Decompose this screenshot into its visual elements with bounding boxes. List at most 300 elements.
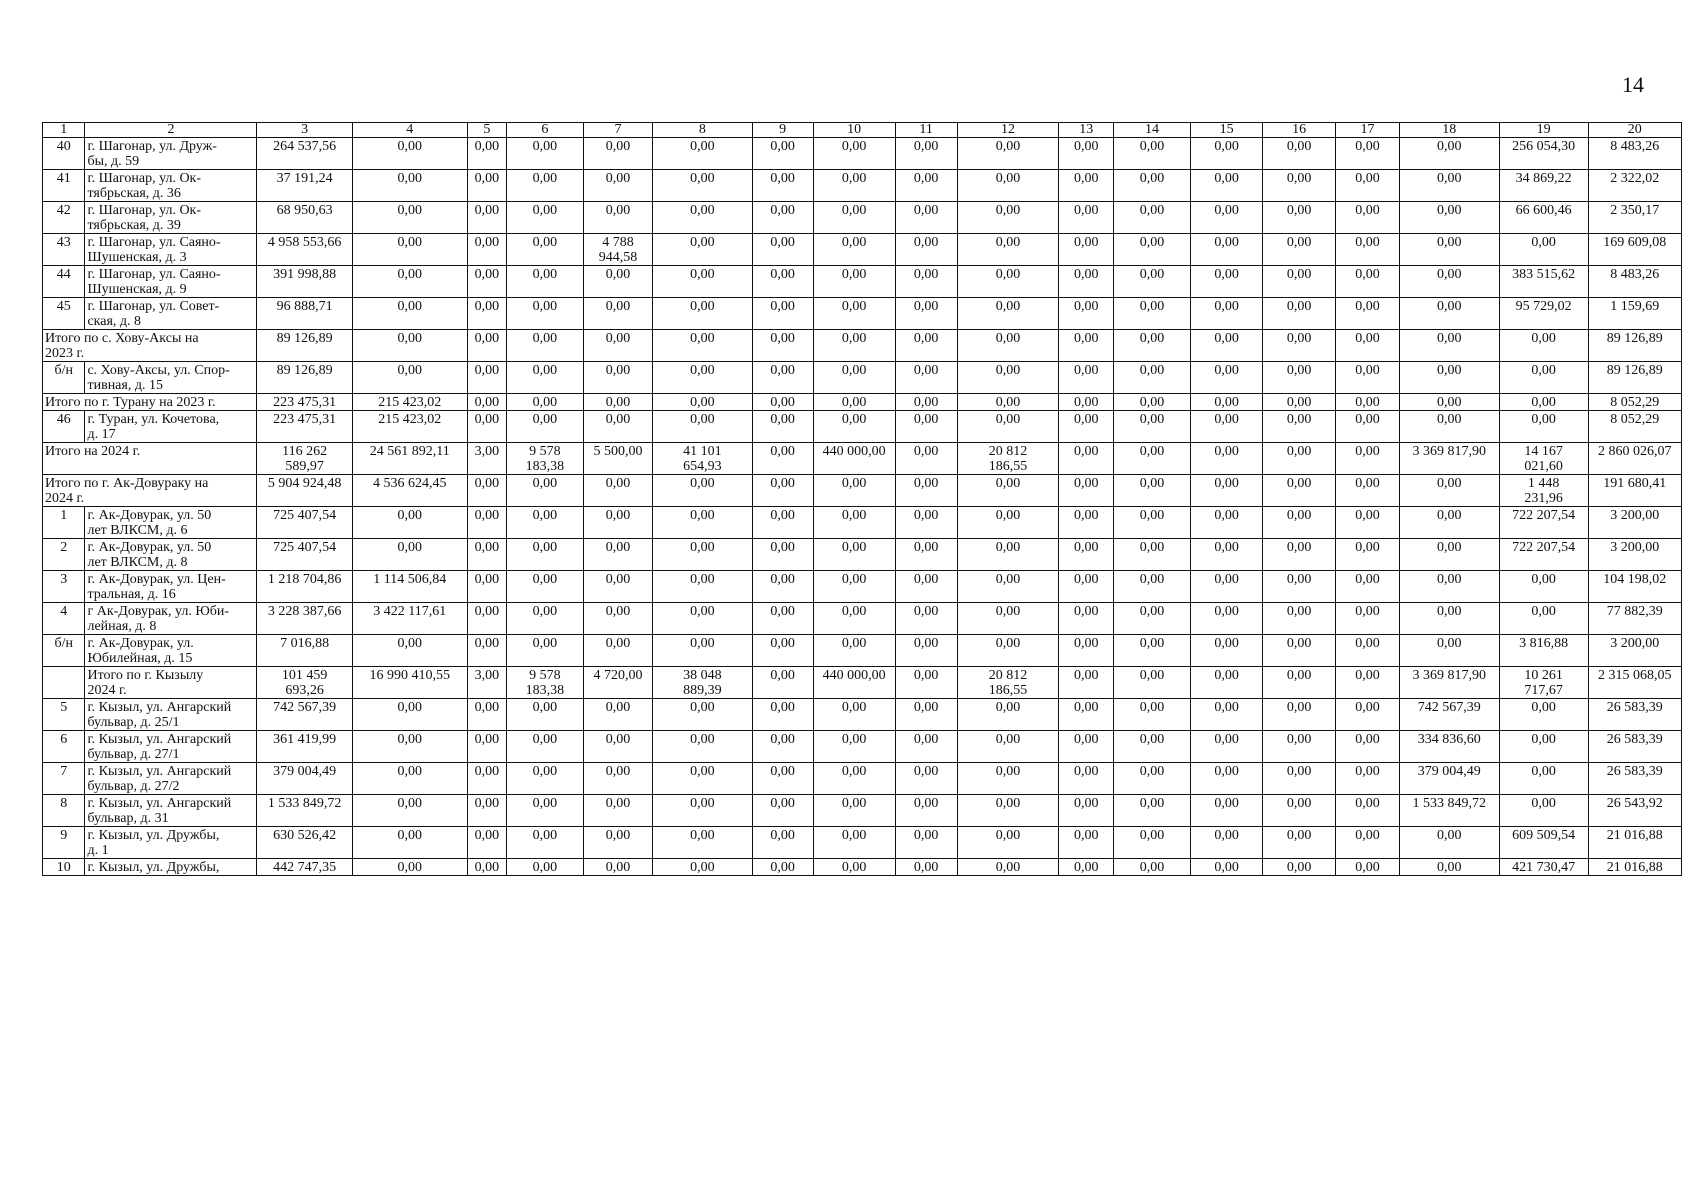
value-cell: 0,00 <box>1400 539 1499 571</box>
value-cell: 0,00 <box>467 539 506 571</box>
value-cell: 2 315 068,05 <box>1588 667 1681 699</box>
value-cell: 0,00 <box>1114 859 1191 876</box>
value-cell: 0,00 <box>1335 827 1399 859</box>
value-cell: 2 860 026,07 <box>1588 443 1681 475</box>
value-cell: 0,00 <box>752 266 813 298</box>
value-cell: 0,00 <box>352 266 467 298</box>
value-cell: 0,00 <box>1400 298 1499 330</box>
value-cell: 101 459 693,26 <box>257 667 352 699</box>
value-cell: 26 583,39 <box>1588 763 1681 795</box>
value-cell: 0,00 <box>895 539 957 571</box>
value-cell: 0,00 <box>1400 411 1499 443</box>
value-cell: 0,00 <box>1059 699 1114 731</box>
value-cell: 0,00 <box>1400 330 1499 362</box>
value-cell: 0,00 <box>895 443 957 475</box>
value-cell: 0,00 <box>895 827 957 859</box>
value-cell: 725 407,54 <box>257 507 352 539</box>
value-cell: 0,00 <box>467 699 506 731</box>
value-cell: 0,00 <box>583 699 652 731</box>
address-cell: г. Шагонар, ул. Совет- ская, д. 8 <box>85 298 257 330</box>
value-cell: 0,00 <box>895 571 957 603</box>
value-cell: 0,00 <box>1059 234 1114 266</box>
value-cell: 0,00 <box>813 138 895 170</box>
table-row <box>43 362 1682 394</box>
value-cell: 0,00 <box>1114 635 1191 667</box>
value-cell: 0,00 <box>1190 298 1263 330</box>
value-cell: 0,00 <box>653 411 752 443</box>
value-cell: 0,00 <box>1400 859 1499 876</box>
value-cell: 0,00 <box>1190 635 1263 667</box>
value-cell: 0,00 <box>752 330 813 362</box>
value-cell: 0,00 <box>1335 394 1399 411</box>
value-cell: 2 322,02 <box>1588 170 1681 202</box>
value-cell: 0,00 <box>895 795 957 827</box>
value-cell: 0,00 <box>1263 763 1336 795</box>
value-cell: 0,00 <box>1114 394 1191 411</box>
value-cell: 722 207,54 <box>1499 507 1588 539</box>
value-cell: 0,00 <box>1400 603 1499 635</box>
value-cell: 0,00 <box>1263 170 1336 202</box>
value-cell: 0,00 <box>352 699 467 731</box>
value-cell: 0,00 <box>1335 138 1399 170</box>
row-number: 8 <box>43 795 85 827</box>
value-cell: 0,00 <box>1263 298 1336 330</box>
row-number: 10 <box>43 859 85 876</box>
value-cell: 0,00 <box>957 795 1059 827</box>
value-cell: 0,00 <box>1190 763 1263 795</box>
value-cell: 0,00 <box>467 234 506 266</box>
value-cell: 0,00 <box>1190 571 1263 603</box>
value-cell: 383 515,62 <box>1499 266 1588 298</box>
value-cell: 0,00 <box>1335 859 1399 876</box>
value-cell: 3 200,00 <box>1588 539 1681 571</box>
value-cell: 0,00 <box>653 827 752 859</box>
table-row <box>43 202 1682 234</box>
column-number: 6 <box>507 123 584 138</box>
value-cell: 0,00 <box>1499 362 1588 394</box>
value-cell: 0,00 <box>813 827 895 859</box>
value-cell: 0,00 <box>813 507 895 539</box>
value-cell: 0,00 <box>653 635 752 667</box>
value-cell: 169 609,08 <box>1588 234 1681 266</box>
value-cell: 0,00 <box>752 138 813 170</box>
value-cell: 3,00 <box>467 443 506 475</box>
value-cell: 334 836,60 <box>1400 731 1499 763</box>
value-cell: 0,00 <box>352 234 467 266</box>
value-cell: 0,00 <box>895 763 957 795</box>
value-cell: 191 680,41 <box>1588 475 1681 507</box>
page-number: 14 <box>1622 72 1644 97</box>
value-cell: 440 000,00 <box>813 667 895 699</box>
value-cell: 0,00 <box>1400 170 1499 202</box>
value-cell: 0,00 <box>1114 170 1191 202</box>
value-cell: 0,00 <box>507 635 584 667</box>
value-cell: 442 747,35 <box>257 859 352 876</box>
value-cell: 0,00 <box>583 859 652 876</box>
value-cell: 0,00 <box>1263 266 1336 298</box>
table-row <box>43 571 1682 603</box>
value-cell: 0,00 <box>1059 298 1114 330</box>
value-cell: 0,00 <box>352 298 467 330</box>
value-cell: 3 422 117,61 <box>352 603 467 635</box>
value-cell: 1 159,69 <box>1588 298 1681 330</box>
row-number: 3 <box>43 571 85 603</box>
value-cell: 0,00 <box>1400 507 1499 539</box>
value-cell: 0,00 <box>1114 362 1191 394</box>
value-cell: 0,00 <box>1059 667 1114 699</box>
value-cell: 0,00 <box>507 362 584 394</box>
value-cell: 0,00 <box>1400 635 1499 667</box>
value-cell: 0,00 <box>752 859 813 876</box>
value-cell: 0,00 <box>1263 571 1336 603</box>
value-cell: 0,00 <box>467 763 506 795</box>
value-cell: 0,00 <box>813 394 895 411</box>
row-number: 6 <box>43 731 85 763</box>
value-cell: 0,00 <box>352 330 467 362</box>
table-row <box>43 827 1682 859</box>
value-cell: 0,00 <box>1114 699 1191 731</box>
value-cell: 0,00 <box>507 507 584 539</box>
table-body <box>43 123 1682 876</box>
value-cell: 26 583,39 <box>1588 731 1681 763</box>
value-cell: 0,00 <box>583 298 652 330</box>
value-cell: 0,00 <box>507 170 584 202</box>
column-number: 18 <box>1400 123 1499 138</box>
table-row <box>43 603 1682 635</box>
value-cell: 0,00 <box>813 475 895 507</box>
value-cell: 0,00 <box>1335 571 1399 603</box>
column-number: 7 <box>583 123 652 138</box>
row-number: 45 <box>43 298 85 330</box>
table-row <box>43 507 1682 539</box>
address-cell: г. Ак-Довурак, ул. Юбилейная, д. 15 <box>85 635 257 667</box>
value-cell: 0,00 <box>1190 266 1263 298</box>
value-cell: 1 533 849,72 <box>1400 795 1499 827</box>
value-cell: 0,00 <box>1499 603 1588 635</box>
value-cell: 3 200,00 <box>1588 507 1681 539</box>
value-cell: 0,00 <box>813 202 895 234</box>
value-cell: 0,00 <box>895 507 957 539</box>
value-cell: 0,00 <box>895 667 957 699</box>
value-cell: 0,00 <box>957 571 1059 603</box>
row-number <box>43 667 85 699</box>
value-cell: 361 419,99 <box>257 731 352 763</box>
value-cell: 0,00 <box>957 827 1059 859</box>
value-cell: 95 729,02 <box>1499 298 1588 330</box>
value-cell: 0,00 <box>583 475 652 507</box>
value-cell: 2 350,17 <box>1588 202 1681 234</box>
value-cell: 630 526,42 <box>257 827 352 859</box>
value-cell: 0,00 <box>467 635 506 667</box>
value-cell: 0,00 <box>1114 234 1191 266</box>
value-cell: 0,00 <box>1335 234 1399 266</box>
value-cell: 421 730,47 <box>1499 859 1588 876</box>
value-cell: 34 869,22 <box>1499 170 1588 202</box>
value-cell: 0,00 <box>957 731 1059 763</box>
value-cell: 0,00 <box>957 763 1059 795</box>
value-cell: 0,00 <box>1190 443 1263 475</box>
value-cell: 0,00 <box>1059 411 1114 443</box>
value-cell: 0,00 <box>1400 475 1499 507</box>
address-cell: г Ак-Довурак, ул. Юби- лейная, д. 8 <box>85 603 257 635</box>
value-cell: 0,00 <box>752 362 813 394</box>
table-total-row <box>43 475 1682 507</box>
value-cell: 4 788 944,58 <box>583 234 652 266</box>
value-cell: 0,00 <box>507 475 584 507</box>
value-cell: 0,00 <box>752 763 813 795</box>
value-cell: 21 016,88 <box>1588 859 1681 876</box>
value-cell: 0,00 <box>653 298 752 330</box>
value-cell: 77 882,39 <box>1588 603 1681 635</box>
value-cell: 0,00 <box>1059 859 1114 876</box>
table-total-row <box>43 330 1682 362</box>
value-cell: 725 407,54 <box>257 539 352 571</box>
address-cell: г. Шагонар, ул. Саяно- Шушенская, д. 3 <box>85 234 257 266</box>
value-cell: 379 004,49 <box>257 763 352 795</box>
column-number: 14 <box>1114 123 1191 138</box>
value-cell: 0,00 <box>467 827 506 859</box>
value-cell: 609 509,54 <box>1499 827 1588 859</box>
value-cell: 0,00 <box>653 202 752 234</box>
value-cell: 0,00 <box>352 795 467 827</box>
value-cell: 0,00 <box>895 731 957 763</box>
value-cell: 0,00 <box>895 362 957 394</box>
value-cell: 0,00 <box>653 731 752 763</box>
value-cell: 0,00 <box>957 234 1059 266</box>
value-cell: 0,00 <box>813 411 895 443</box>
total-label: Итого по г. Ак-Довураку на 2024 г. <box>43 475 257 507</box>
value-cell: 0,00 <box>957 330 1059 362</box>
value-cell: 0,00 <box>1263 795 1336 827</box>
value-cell: 0,00 <box>1059 202 1114 234</box>
value-cell: 0,00 <box>1114 827 1191 859</box>
value-cell: 0,00 <box>1190 170 1263 202</box>
value-cell: 0,00 <box>1335 202 1399 234</box>
value-cell: 0,00 <box>957 170 1059 202</box>
table-row <box>43 699 1682 731</box>
value-cell: 0,00 <box>1499 571 1588 603</box>
value-cell: 0,00 <box>507 827 584 859</box>
value-cell: 4 720,00 <box>583 667 652 699</box>
value-cell: 89 126,89 <box>1588 330 1681 362</box>
value-cell: 68 950,63 <box>257 202 352 234</box>
value-cell: 96 888,71 <box>257 298 352 330</box>
row-number: 5 <box>43 699 85 731</box>
value-cell: 8 052,29 <box>1588 411 1681 443</box>
value-cell: 0,00 <box>1335 362 1399 394</box>
row-number: б/н <box>43 362 85 394</box>
value-cell: 0,00 <box>507 699 584 731</box>
value-cell: 89 126,89 <box>257 330 352 362</box>
value-cell: 0,00 <box>1400 362 1499 394</box>
value-cell: 0,00 <box>583 202 652 234</box>
value-cell: 223 475,31 <box>257 394 352 411</box>
value-cell: 0,00 <box>1114 539 1191 571</box>
value-cell: 0,00 <box>1059 330 1114 362</box>
value-cell: 0,00 <box>1335 266 1399 298</box>
value-cell: 8 483,26 <box>1588 266 1681 298</box>
value-cell: 0,00 <box>1263 394 1336 411</box>
column-number: 20 <box>1588 123 1681 138</box>
value-cell: 0,00 <box>895 635 957 667</box>
value-cell: 0,00 <box>813 362 895 394</box>
value-cell: 0,00 <box>1059 731 1114 763</box>
value-cell: 0,00 <box>1263 362 1336 394</box>
value-cell: 0,00 <box>895 266 957 298</box>
value-cell: 0,00 <box>752 298 813 330</box>
value-cell: 0,00 <box>467 266 506 298</box>
value-cell: 379 004,49 <box>1400 763 1499 795</box>
column-number: 11 <box>895 123 957 138</box>
table-row <box>43 539 1682 571</box>
value-cell: 0,00 <box>895 234 957 266</box>
value-cell: 3 816,88 <box>1499 635 1588 667</box>
value-cell: 0,00 <box>653 603 752 635</box>
value-cell: 0,00 <box>1190 539 1263 571</box>
value-cell: 0,00 <box>1335 507 1399 539</box>
table-row <box>43 795 1682 827</box>
value-cell: 0,00 <box>1114 202 1191 234</box>
value-cell: 0,00 <box>1263 234 1336 266</box>
value-cell: 0,00 <box>467 731 506 763</box>
value-cell: 0,00 <box>813 731 895 763</box>
value-cell: 116 262 589,97 <box>257 443 352 475</box>
value-cell: 0,00 <box>1335 170 1399 202</box>
value-cell: 0,00 <box>1190 362 1263 394</box>
value-cell: 38 048 889,39 <box>653 667 752 699</box>
value-cell: 0,00 <box>1499 731 1588 763</box>
value-cell: 0,00 <box>583 635 652 667</box>
value-cell: 0,00 <box>653 266 752 298</box>
value-cell: 0,00 <box>1263 731 1336 763</box>
column-number: 15 <box>1190 123 1263 138</box>
value-cell: 0,00 <box>1499 234 1588 266</box>
value-cell: 0,00 <box>467 202 506 234</box>
address-cell: г. Туран, ул. Кочетова, д. 17 <box>85 411 257 443</box>
table-row <box>43 266 1682 298</box>
value-cell: 24 561 892,11 <box>352 443 467 475</box>
value-cell: 0,00 <box>1400 202 1499 234</box>
value-cell: 0,00 <box>1059 635 1114 667</box>
value-cell: 0,00 <box>1263 443 1336 475</box>
value-cell: 0,00 <box>752 202 813 234</box>
value-cell: 0,00 <box>752 635 813 667</box>
row-number: 46 <box>43 411 85 443</box>
value-cell: 0,00 <box>653 795 752 827</box>
value-cell: 0,00 <box>895 699 957 731</box>
table-row <box>43 667 1682 699</box>
table-total-row <box>43 443 1682 475</box>
column-number: 10 <box>813 123 895 138</box>
row-number: 4 <box>43 603 85 635</box>
value-cell: 0,00 <box>1263 827 1336 859</box>
row-number: 41 <box>43 170 85 202</box>
value-cell: 0,00 <box>583 795 652 827</box>
value-cell: 0,00 <box>653 394 752 411</box>
value-cell: 0,00 <box>1263 699 1336 731</box>
value-cell: 0,00 <box>957 411 1059 443</box>
value-cell: 4 958 553,66 <box>257 234 352 266</box>
value-cell: 0,00 <box>957 859 1059 876</box>
value-cell: 0,00 <box>583 138 652 170</box>
value-cell: 0,00 <box>1114 266 1191 298</box>
value-cell: 0,00 <box>1190 475 1263 507</box>
value-cell: 0,00 <box>653 507 752 539</box>
row-number: 7 <box>43 763 85 795</box>
value-cell: 0,00 <box>1114 138 1191 170</box>
value-cell: 0,00 <box>653 234 752 266</box>
value-cell: 215 423,02 <box>352 394 467 411</box>
value-cell: 0,00 <box>1114 443 1191 475</box>
value-cell: 0,00 <box>1190 667 1263 699</box>
data-table <box>42 122 1682 876</box>
value-cell: 89 126,89 <box>1588 362 1681 394</box>
row-number: 2 <box>43 539 85 571</box>
value-cell: 0,00 <box>507 571 584 603</box>
value-cell: 0,00 <box>1335 539 1399 571</box>
value-cell: 20 812 186,55 <box>957 443 1059 475</box>
value-cell: 0,00 <box>957 362 1059 394</box>
value-cell: 0,00 <box>583 330 652 362</box>
value-cell: 0,00 <box>813 635 895 667</box>
value-cell: 0,00 <box>957 266 1059 298</box>
value-cell: 1 218 704,86 <box>257 571 352 603</box>
value-cell: 0,00 <box>583 394 652 411</box>
value-cell: 264 537,56 <box>257 138 352 170</box>
value-cell: 0,00 <box>1499 763 1588 795</box>
value-cell: 0,00 <box>653 859 752 876</box>
value-cell: 0,00 <box>1059 603 1114 635</box>
value-cell: 0,00 <box>752 507 813 539</box>
row-number: 40 <box>43 138 85 170</box>
address-cell: г. Кызыл, ул. Ангарский бульвар, д. 27/2 <box>85 763 257 795</box>
value-cell: 0,00 <box>467 394 506 411</box>
address-cell: Итого по г. Кызылу 2024 г. <box>85 667 257 699</box>
value-cell: 0,00 <box>1400 234 1499 266</box>
value-cell: 0,00 <box>1400 138 1499 170</box>
value-cell: 9 578 183,38 <box>507 667 584 699</box>
column-number: 19 <box>1499 123 1588 138</box>
value-cell: 0,00 <box>653 138 752 170</box>
value-cell: 0,00 <box>813 234 895 266</box>
value-cell: 0,00 <box>507 330 584 362</box>
value-cell: 104 198,02 <box>1588 571 1681 603</box>
value-cell: 0,00 <box>1499 411 1588 443</box>
value-cell: 0,00 <box>352 170 467 202</box>
value-cell: 0,00 <box>1400 266 1499 298</box>
value-cell: 0,00 <box>1190 795 1263 827</box>
value-cell: 0,00 <box>653 763 752 795</box>
value-cell: 0,00 <box>752 539 813 571</box>
value-cell: 0,00 <box>957 603 1059 635</box>
address-cell: г. Ак-Довурак, ул. 50 лет ВЛКСМ, д. 6 <box>85 507 257 539</box>
value-cell: 0,00 <box>467 603 506 635</box>
value-cell: 0,00 <box>957 699 1059 731</box>
value-cell: 0,00 <box>813 539 895 571</box>
value-cell: 0,00 <box>583 827 652 859</box>
value-cell: 0,00 <box>507 763 584 795</box>
table-row <box>43 859 1682 876</box>
value-cell: 0,00 <box>352 362 467 394</box>
column-number: 12 <box>957 123 1059 138</box>
value-cell: 0,00 <box>653 362 752 394</box>
value-cell: 722 207,54 <box>1499 539 1588 571</box>
value-cell: 0,00 <box>1263 507 1336 539</box>
value-cell: 0,00 <box>1190 330 1263 362</box>
value-cell: 0,00 <box>1190 859 1263 876</box>
value-cell: 0,00 <box>957 539 1059 571</box>
value-cell: 0,00 <box>1059 475 1114 507</box>
